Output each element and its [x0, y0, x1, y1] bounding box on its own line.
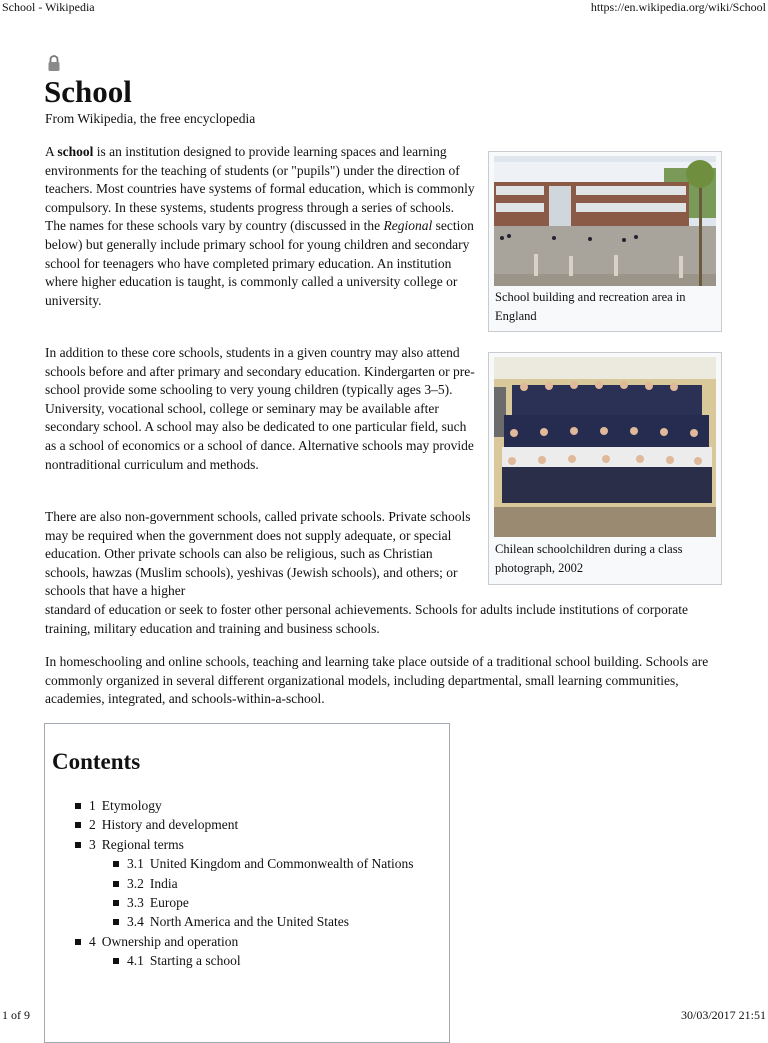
tagline: From Wikipedia, the free encyclopedia: [45, 111, 256, 126]
table-of-contents: [44, 723, 450, 1043]
article-subject-bold: school: [57, 144, 94, 159]
toc-item-ownership[interactable]: 4 Ownership and operation: [75, 932, 413, 951]
toc-list: [75, 796, 413, 971]
page-title: School: [44, 74, 132, 109]
toc-item-etymology[interactable]: 1 Etymology: [75, 796, 413, 815]
print-header-url[interactable]: https://en.wikipedia.org/wiki/School: [590, 0, 766, 14]
toc-item-europe[interactable]: 3.3 Europe: [113, 893, 413, 912]
toc-item-starting-school[interactable]: 4.1 Starting a school: [113, 951, 413, 970]
print-footer-page: 1 of 9: [2, 1008, 30, 1022]
figure-class-photo: [488, 352, 722, 585]
toc-title: Contents: [52, 749, 141, 774]
toc-item-india[interactable]: 3.2 India: [113, 874, 413, 893]
toc-item-north-america[interactable]: 3.4 North America and the United States: [113, 912, 413, 931]
toc-item-regional-terms[interactable]: 3 Regional terms: [75, 835, 413, 854]
figure-caption: Chilean schoolchildren during a class photograph, 2002: [495, 542, 683, 575]
toc-item-uk-commonwealth[interactable]: 3.1 United Kingdom and Commonwealth of Nations: [113, 854, 413, 873]
print-header-title: School - Wikipedia: [2, 0, 95, 14]
private-schools-paragraph: There are also non-government schools, called private schools. Private schools may be required when the government does not supply adequate, or special education. Other private schools can also be religious, such as Christian schools, hawzas (Muslim schools), yeshivas (Jewish schools), and others; or schools that have a higher standard of education or seek to foster other personal achievements. Schools for adults include institutions of corporate training, military education and training and business schools.: [45, 509, 688, 636]
print-footer-datetime: 30/03/2017 21:51: [680, 1008, 766, 1022]
school-building-image[interactable]: [494, 156, 716, 286]
intro-paragraph: A school is an institution designed to provide learning spaces and learning environments for the teaching of students (or "pupils") under the direction of teachers. Most countries have systems of formal education, which is commonly compulsory. In these systems, students progress through a series of schools. The names for these schools vary by country (discussed in the Regional section below) but generally include primary school for young children and secondary school for teenagers who have completed primary education. An institution where higher education is taught, is commonly called a university college or university.: [45, 144, 475, 308]
figure-school-building: [488, 151, 722, 332]
regional-link[interactable]: Regional: [383, 218, 433, 234]
homeschooling-paragraph: In homeschooling and online schools, teaching and learning take place outside of a traditional school building. Schools are commonly organized in several different organizational models, including departmental, small learning communities, academies, integrated, and schools-within-a-school.: [45, 654, 709, 707]
figure-caption: School building and recreation area in England: [495, 290, 686, 323]
class-photo-image[interactable]: [494, 357, 716, 537]
lock-icon: [47, 54, 61, 72]
toc-item-history[interactable]: 2 History and development: [75, 815, 413, 834]
schools-paragraph: In addition to these core schools, students in a given country may also attend schools before and after primary and secondary education. Kindergarten or pre-school provide some schooling to very young children (typically ages 3–5). University, vocational school, college or seminary may be available after secondary school. A school may also be dedicated to one particular field, such as a school of economics or a school of dance. Alternative schools may provide nontraditional curriculum and methods.: [45, 345, 475, 472]
